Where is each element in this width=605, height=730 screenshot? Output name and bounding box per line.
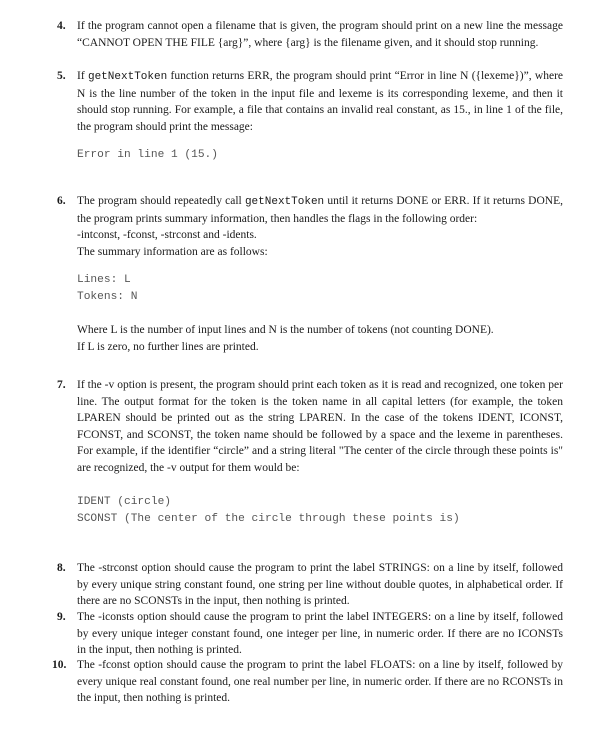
code-tokens: Tokens: N xyxy=(77,291,138,304)
list-item-8 xyxy=(57,560,563,610)
code-sconst: SCONST (The center of the circle through these points is) xyxy=(77,512,460,525)
item-text: If the program cannot open a filename that is given, the program should print on a new line the message “CANNOT OPEN THE FILE {arg}”, where {arg} is the filename given, and it should stop running. xyxy=(77,20,563,49)
item-number: 10. xyxy=(52,659,67,671)
item-number: 8. xyxy=(57,562,66,574)
function-name: getNextToken xyxy=(87,71,168,83)
item-number: 4. xyxy=(57,20,66,32)
item-text: The -strconst option should cause the program to print the label STRINGS: on a line by itself, followed by every unique string constant found, one string per line without double quotes, in alphabetical order. If there are no SCONSTs in the input, then nothing is printed. xyxy=(77,562,563,608)
list-item-10 xyxy=(52,657,563,707)
item-text: The program should repeatedly call getNextToken until it returns DONE or ERR. If it returns DONE, the program prints summary information, then handles the flags in the following order: xyxy=(77,195,563,225)
item-number: 5. xyxy=(57,70,66,82)
summary-intro: The summary information are as follows: xyxy=(77,245,268,258)
summary-note: Where L is the number of input lines and N is the number of tokens (not counting DONE). xyxy=(77,324,494,337)
list-item-4 xyxy=(57,18,563,51)
item-text: The -iconsts option should cause the program to print the label INTEGERS: on a line by itself, followed by every unique integer constant found, one integer per line, in numeric order. If there are no ICONSTs in the input, then nothing is printed. xyxy=(77,611,563,657)
item-text: If the -v option is present, the program should print each token as it is read and recognized, one token per line. The output format for the token is the token name in all capital letters (for example, the token LPAREN should be printed out as the string LPAREN. In the case of the tokens IDENT, ICONST, FCONST, and SCONST, the token name should be followed by a space and the lexeme in parentheses. For example, if the identifier “circle” and a string literal "The center of the circle through these points is" are recognized, the -v output for them would be: xyxy=(77,379,563,474)
item-number: 9. xyxy=(57,611,66,623)
code-ident: IDENT (circle) xyxy=(77,495,171,508)
list-item-9 xyxy=(57,609,563,659)
item-text: The -fconst option should cause the program to print the label FLOATS: on a line by itself, followed by every unique real constant found, one real number per line, in numeric order. If there are no RCONSTs in the input, then nothing is printed. xyxy=(77,659,563,705)
item-number: 6. xyxy=(57,195,66,207)
list-item-6 xyxy=(57,193,563,356)
list-item-7 xyxy=(57,377,563,528)
item-number: 7. xyxy=(57,379,66,391)
flag-order: -intconst, -fconst, -strconst and -idents. xyxy=(77,229,257,242)
function-name: getNextToken xyxy=(244,196,325,208)
code-sample: Error in line 1 (15.) xyxy=(77,149,218,162)
list-item-5 xyxy=(57,68,563,164)
code-lines: Lines: L xyxy=(77,274,131,287)
item-text: If getNextToken function returns ERR, the program should print “Error in line N ({lexeme})”, where N is the line number of the token in the input file and lexeme is its corresponding lexeme, and then it should stop running. For example, a file that contains an invalid real constant, as 15., in line 1 of the file, the program should print the message: xyxy=(77,70,563,133)
zero-note: If L is zero, no further lines are printed. xyxy=(77,340,259,353)
